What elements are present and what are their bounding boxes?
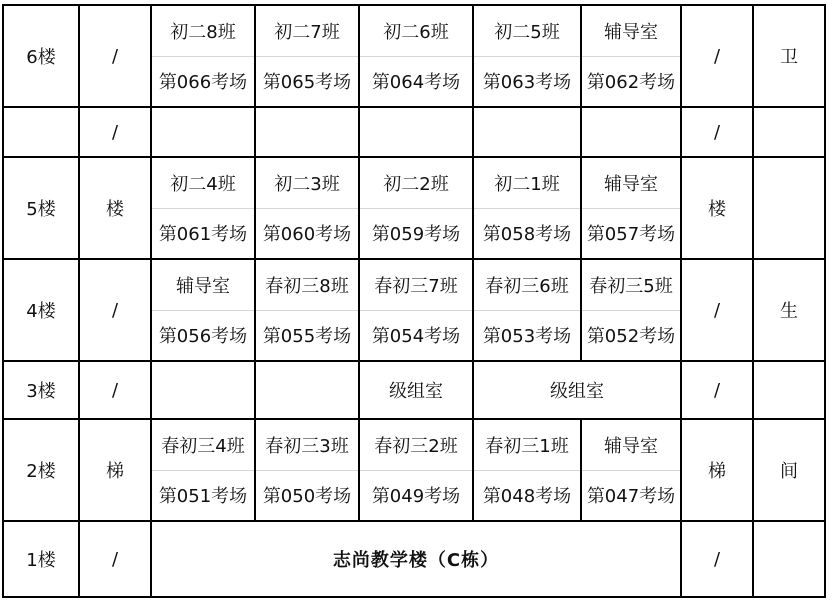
restroom-label <box>753 157 825 259</box>
room-name: 春初三1班 <box>474 420 580 471</box>
room-cell <box>359 157 473 259</box>
room-cell <box>151 5 255 107</box>
exam-room: 第062考场 <box>586 72 676 94</box>
stair-cell: 梯 <box>79 419 151 521</box>
stair-cell: 楼 <box>79 157 151 259</box>
exam-room: 第047考场 <box>586 486 676 508</box>
room-cell <box>151 107 255 157</box>
exam-room: 第055考场 <box>262 326 352 348</box>
stair-cell: / <box>79 259 151 361</box>
exam-room: 第052考场 <box>586 326 676 348</box>
exam-room: 第061考场 <box>158 224 248 246</box>
room-name: 初二7班 <box>256 6 358 57</box>
right-stair-cell: / <box>681 107 753 157</box>
stair-cell: / <box>79 107 151 157</box>
exam-room: 第056考场 <box>158 326 248 348</box>
row-floor-5 <box>3 157 825 259</box>
room-cell <box>255 361 359 419</box>
row-floor-4 <box>3 259 825 361</box>
building-name: 志尚教学楼（C栋） <box>151 521 681 597</box>
exam-room: 第057考场 <box>586 224 676 246</box>
room-cell <box>473 419 581 521</box>
room-name: 初二5班 <box>474 6 580 57</box>
exam-room: 第053考场 <box>482 326 572 348</box>
room-cell <box>473 107 581 157</box>
room-name: 辅导室 <box>152 260 254 311</box>
restroom-label: 卫 <box>753 5 825 107</box>
restroom-label <box>753 361 825 419</box>
room-name: 初二3班 <box>256 158 358 209</box>
right-stair-cell: / <box>681 521 753 597</box>
room-cell <box>255 259 359 361</box>
row-floor-1 <box>3 521 825 597</box>
floor-label: 4楼 <box>3 259 79 361</box>
room-name: 初二4班 <box>152 158 254 209</box>
room-cell <box>151 361 255 419</box>
restroom-label: 生 <box>753 259 825 361</box>
office-cell: 级组室 <box>473 361 681 419</box>
right-stair-cell: / <box>681 361 753 419</box>
room-name: 春初三7班 <box>360 260 472 311</box>
room-name: 初二8班 <box>152 6 254 57</box>
room-name: 初二1班 <box>474 158 580 209</box>
room-cell <box>359 259 473 361</box>
stair-cell: / <box>79 361 151 419</box>
room-cell <box>581 419 681 521</box>
room-cell <box>581 259 681 361</box>
room-cell <box>255 419 359 521</box>
exam-room: 第050考场 <box>262 486 352 508</box>
floor-label: 6楼 <box>3 5 79 107</box>
room-name: 春初三5班 <box>582 260 680 311</box>
room-cell <box>151 419 255 521</box>
exam-room: 第048考场 <box>482 486 572 508</box>
floor-label: 2楼 <box>3 419 79 521</box>
room-cell <box>581 157 681 259</box>
exam-room: 第066考场 <box>158 72 248 94</box>
right-stair-cell: 楼 <box>681 157 753 259</box>
room-cell <box>359 419 473 521</box>
room-name: 春初三4班 <box>152 420 254 471</box>
exam-room: 第064考场 <box>371 72 461 94</box>
room-cell <box>473 259 581 361</box>
room-name: 辅导室 <box>582 420 680 471</box>
exam-room: 第059考场 <box>371 224 461 246</box>
floor-label: 3楼 <box>3 361 79 419</box>
room-name: 初二2班 <box>360 158 472 209</box>
exam-room: 第051考场 <box>158 486 248 508</box>
restroom-label: 间 <box>753 419 825 521</box>
room-cell <box>581 5 681 107</box>
stair-cell: / <box>79 521 151 597</box>
room-cell <box>359 5 473 107</box>
room-cell <box>255 5 359 107</box>
floor-label <box>3 107 79 157</box>
room-cell <box>255 157 359 259</box>
row-gap <box>3 107 825 157</box>
office-cell: 级组室 <box>359 361 473 419</box>
room-cell <box>151 259 255 361</box>
room-cell <box>473 5 581 107</box>
row-floor-3 <box>3 361 825 419</box>
right-stair-cell: / <box>681 259 753 361</box>
right-stair-cell: / <box>681 5 753 107</box>
room-cell <box>581 107 681 157</box>
room-name: 春初三3班 <box>256 420 358 471</box>
stair-cell: / <box>79 5 151 107</box>
room-name: 春初三6班 <box>474 260 580 311</box>
room-name: 辅导室 <box>582 6 680 57</box>
exam-room: 第049考场 <box>371 486 461 508</box>
exam-room: 第058考场 <box>482 224 572 246</box>
floor-label: 1楼 <box>3 521 79 597</box>
exam-room: 第065考场 <box>262 72 352 94</box>
restroom-label <box>753 107 825 157</box>
exam-room: 第054考场 <box>371 326 461 348</box>
floor-label: 5楼 <box>3 157 79 259</box>
row-floor-2 <box>3 419 825 521</box>
row-floor-6 <box>3 5 825 107</box>
room-cell <box>359 107 473 157</box>
right-stair-cell: 梯 <box>681 419 753 521</box>
room-name: 春初三2班 <box>360 420 472 471</box>
room-name: 春初三8班 <box>256 260 358 311</box>
exam-room: 第063考场 <box>482 72 572 94</box>
room-name: 辅导室 <box>582 158 680 209</box>
room-cell <box>473 157 581 259</box>
room-name: 初二6班 <box>360 6 472 57</box>
room-cell <box>151 157 255 259</box>
room-cell <box>255 107 359 157</box>
floor-plan-table <box>2 4 826 598</box>
exam-room: 第060考场 <box>262 224 352 246</box>
restroom-label <box>753 521 825 597</box>
